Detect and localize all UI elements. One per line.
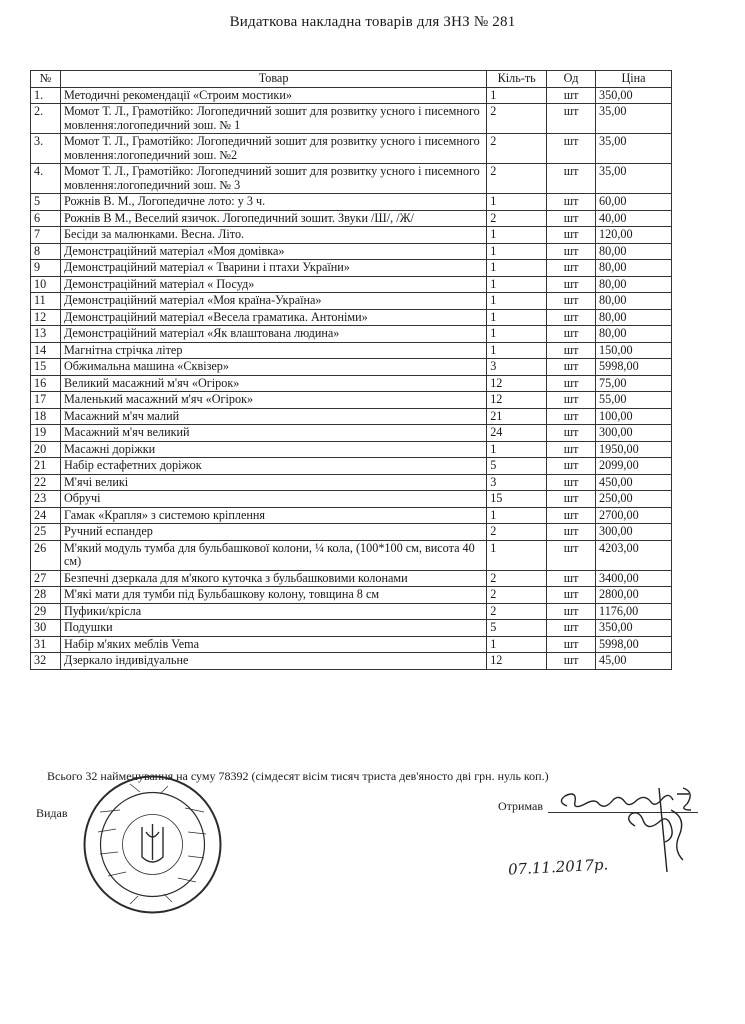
row-unit: шт (547, 524, 596, 541)
table-row (31, 243, 672, 260)
row-price: 35,00 (596, 164, 672, 194)
row-price: 1950,00 (596, 441, 672, 458)
row-unit: шт (547, 134, 596, 164)
row-item: Обжимальна машина «Сквізер» (60, 359, 486, 376)
row-item: Демонстраційний матеріал « Тварини і птахи України» (60, 260, 486, 277)
table-row (31, 164, 672, 194)
table-row (31, 375, 672, 392)
row-price: 80,00 (596, 243, 672, 260)
table-row (31, 134, 672, 164)
row-quantity: 3 (487, 474, 547, 491)
row-unit: шт (547, 342, 596, 359)
table-row (31, 540, 672, 570)
table-row (31, 620, 672, 637)
row-item: Демонстраційний матеріал «Моя домівка» (60, 243, 486, 260)
row-number: 7 (31, 227, 61, 244)
row-unit: шт (547, 227, 596, 244)
row-quantity: 2 (487, 587, 547, 604)
row-unit: шт (547, 309, 596, 326)
row-price: 450,00 (596, 474, 672, 491)
row-quantity: 12 (487, 653, 547, 670)
row-number: 10 (31, 276, 61, 293)
table-row (31, 636, 672, 653)
row-number: 15 (31, 359, 61, 376)
row-unit: шт (547, 359, 596, 376)
row-item: Пуфики/крісла (60, 603, 486, 620)
row-number: 12 (31, 309, 61, 326)
row-price: 80,00 (596, 293, 672, 310)
row-number: 14 (31, 342, 61, 359)
row-unit: шт (547, 210, 596, 227)
table-row (31, 441, 672, 458)
row-quantity: 1 (487, 507, 547, 524)
row-quantity: 1 (487, 326, 547, 343)
row-number: 2. (31, 104, 61, 134)
row-number: 29 (31, 603, 61, 620)
row-quantity: 1 (487, 276, 547, 293)
row-quantity: 12 (487, 375, 547, 392)
row-price: 80,00 (596, 276, 672, 293)
document-title: Видаткова накладна товарів для ЗНЗ № 281 (229, 14, 516, 30)
row-item: М'який модуль тумба для бульбашкової колони, ¼ кола, (100*100 см, висота 40 см) (60, 540, 486, 570)
table-row (31, 342, 672, 359)
row-item: Масажний м'яч великий (60, 425, 486, 442)
row-item: Безпечні дзеркала для м'якого куточка з бульбашковими колонами (60, 570, 486, 587)
row-unit: шт (547, 570, 596, 587)
table-row (31, 276, 672, 293)
row-number: 18 (31, 408, 61, 425)
row-unit: шт (547, 620, 596, 637)
row-quantity: 1 (487, 243, 547, 260)
row-item: Подушки (60, 620, 486, 637)
row-quantity: 5 (487, 620, 547, 637)
row-number: 26 (31, 540, 61, 570)
row-item: Великий масажний м'яч «Огірок» (60, 375, 486, 392)
table-row (31, 210, 672, 227)
row-number: 6 (31, 210, 61, 227)
row-quantity: 2 (487, 210, 547, 227)
row-quantity: 24 (487, 425, 547, 442)
table-row (31, 260, 672, 277)
row-item: Методичні рекомендації «Строим мостики» (60, 87, 486, 104)
row-price: 35,00 (596, 104, 672, 134)
row-number: 30 (31, 620, 61, 637)
row-number: 23 (31, 491, 61, 508)
row-item: Момот Т. Л., Грамотійко: Логопедчиний зошит для розвитку усного і писемного мовлення:логопедичний зош. № 3 (60, 164, 486, 194)
row-unit: шт (547, 474, 596, 491)
row-quantity: 12 (487, 392, 547, 409)
table-row (31, 524, 672, 541)
table-row (31, 194, 672, 211)
row-unit: шт (547, 636, 596, 653)
row-quantity: 2 (487, 134, 547, 164)
row-item: Набір м'яких меблів Vema (60, 636, 486, 653)
row-item: Магнітна стрічка літер (60, 342, 486, 359)
row-item: Маленький масажний м'яч «Огірок» (60, 392, 486, 409)
row-unit: шт (547, 603, 596, 620)
row-quantity: 2 (487, 164, 547, 194)
row-number: 20 (31, 441, 61, 458)
row-price: 300,00 (596, 425, 672, 442)
row-quantity: 1 (487, 309, 547, 326)
row-item: Масажні доріжки (60, 441, 486, 458)
table-row (31, 104, 672, 134)
row-unit: шт (547, 326, 596, 343)
table-row (31, 491, 672, 508)
table-row (31, 227, 672, 244)
row-price: 300,00 (596, 524, 672, 541)
table-row (31, 408, 672, 425)
row-unit: шт (547, 507, 596, 524)
table-row (31, 570, 672, 587)
row-quantity: 1 (487, 441, 547, 458)
row-quantity: 1 (487, 540, 547, 570)
row-item: Рожнів В М., Веселий язичок. Логопедичний зошит. Звуки /Ш/, /Ж/ (60, 210, 486, 227)
row-quantity: 2 (487, 104, 547, 134)
row-unit: шт (547, 540, 596, 570)
row-number: 27 (31, 570, 61, 587)
row-price: 45,00 (596, 653, 672, 670)
row-item: Момот Т. Л., Грамотійко: Логопедичний зошит для розвитку усного і писемного мовлення:логопедичний зош. №2 (60, 134, 486, 164)
row-unit: шт (547, 293, 596, 310)
row-quantity: 5 (487, 458, 547, 475)
row-price: 60,00 (596, 194, 672, 211)
row-unit: шт (547, 104, 596, 134)
row-item: Демонстраційний матеріал «Весела граматика. Антоніми» (60, 309, 486, 326)
row-unit: шт (547, 458, 596, 475)
row-price: 2700,00 (596, 507, 672, 524)
row-quantity: 15 (487, 491, 547, 508)
row-price: 55,00 (596, 392, 672, 409)
table-row (31, 458, 672, 475)
header-price: Ціна (596, 71, 672, 88)
row-number: 17 (31, 392, 61, 409)
received-by-label: Отримав (498, 799, 543, 813)
row-quantity: 1 (487, 87, 547, 104)
row-quantity: 1 (487, 293, 547, 310)
row-quantity: 1 (487, 260, 547, 277)
row-unit: шт (547, 392, 596, 409)
row-unit: шт (547, 408, 596, 425)
row-number: 21 (31, 458, 61, 475)
row-number: 8 (31, 243, 61, 260)
row-item: М'які мати для тумби під Бульбашкову колону, товщина 8 см (60, 587, 486, 604)
row-number: 3. (31, 134, 61, 164)
table-row (31, 603, 672, 620)
row-number: 11 (31, 293, 61, 310)
table-row (31, 293, 672, 310)
row-price: 150,00 (596, 342, 672, 359)
row-price: 350,00 (596, 620, 672, 637)
table-row (31, 474, 672, 491)
row-number: 5 (31, 194, 61, 211)
row-unit: шт (547, 87, 596, 104)
row-price: 80,00 (596, 260, 672, 277)
handwritten-date: 07.11.2017р. (507, 855, 609, 879)
invoice-summary: Всього 32 найменування на суму 78392 (сімдесят вісім тисяч триста дев'яносто дві грн. нуль коп.) (47, 769, 549, 783)
header-quantity: Кіль-ть (487, 71, 547, 88)
row-quantity: 2 (487, 603, 547, 620)
table-row (31, 392, 672, 409)
table-row (31, 87, 672, 104)
row-price: 250,00 (596, 491, 672, 508)
table-row (31, 653, 672, 670)
table-row (31, 507, 672, 524)
row-number: 22 (31, 474, 61, 491)
row-item: Обручі (60, 491, 486, 508)
row-price: 100,00 (596, 408, 672, 425)
row-quantity: 1 (487, 342, 547, 359)
row-number: 24 (31, 507, 61, 524)
row-number: 13 (31, 326, 61, 343)
row-unit: шт (547, 425, 596, 442)
row-unit: шт (547, 194, 596, 211)
row-unit: шт (547, 441, 596, 458)
table-row (31, 587, 672, 604)
row-price: 1176,00 (596, 603, 672, 620)
row-unit: шт (547, 164, 596, 194)
row-number: 28 (31, 587, 61, 604)
row-price: 5998,00 (596, 636, 672, 653)
header-unit: Од (547, 71, 596, 88)
row-price: 4203,00 (596, 540, 672, 570)
row-item: Набір естафетних доріжок (60, 458, 486, 475)
row-item: Масажний м'яч малий (60, 408, 486, 425)
row-number: 32 (31, 653, 61, 670)
row-price: 3400,00 (596, 570, 672, 587)
header-number: № (31, 71, 61, 88)
invoice-table (30, 70, 672, 670)
row-price: 2099,00 (596, 458, 672, 475)
table-row (31, 359, 672, 376)
header-item: Товар (60, 71, 486, 88)
row-unit: шт (547, 375, 596, 392)
row-number: 9 (31, 260, 61, 277)
row-price: 2800,00 (596, 587, 672, 604)
row-quantity: 1 (487, 194, 547, 211)
row-number: 25 (31, 524, 61, 541)
table-header-row (31, 71, 672, 88)
row-unit: шт (547, 653, 596, 670)
row-number: 16 (31, 375, 61, 392)
row-unit: шт (547, 243, 596, 260)
row-number: 4. (31, 164, 61, 194)
row-number: 1. (31, 87, 61, 104)
issued-by-label: Видав (36, 806, 68, 820)
row-price: 5998,00 (596, 359, 672, 376)
row-quantity: 2 (487, 524, 547, 541)
official-stamp (80, 772, 225, 917)
row-item: Рожнів В. М., Логопедичне лото: у 3 ч. (60, 194, 486, 211)
row-quantity: 3 (487, 359, 547, 376)
row-unit: шт (547, 276, 596, 293)
row-item: Момот Т. Л., Грамотійко: Логопедичний зошит для розвитку усного і писемного мовлення:логопедичний зош. № 1 (60, 104, 486, 134)
table-row (31, 309, 672, 326)
row-price: 350,00 (596, 87, 672, 104)
row-price: 35,00 (596, 134, 672, 164)
row-quantity: 21 (487, 408, 547, 425)
row-quantity: 1 (487, 636, 547, 653)
row-item: Бесіди за малюнками. Весна. Літо. (60, 227, 486, 244)
row-number: 19 (31, 425, 61, 442)
row-item: М'ячі великі (60, 474, 486, 491)
row-price: 80,00 (596, 326, 672, 343)
row-price: 120,00 (596, 227, 672, 244)
row-number: 31 (31, 636, 61, 653)
row-item: Ручний еспандер (60, 524, 486, 541)
row-unit: шт (547, 260, 596, 277)
row-price: 80,00 (596, 309, 672, 326)
row-item: Демонстраційний матеріал «Як влаштована людина» (60, 326, 486, 343)
row-price: 40,00 (596, 210, 672, 227)
row-quantity: 1 (487, 227, 547, 244)
table-row (31, 425, 672, 442)
row-unit: шт (547, 587, 596, 604)
row-unit: шт (547, 491, 596, 508)
row-price: 75,00 (596, 375, 672, 392)
row-item: Дзеркало індивідуальне (60, 653, 486, 670)
row-item: Демонстраційний матеріал « Посуд» (60, 276, 486, 293)
table-row (31, 326, 672, 343)
row-item: Гамак «Крапля» з системою кріплення (60, 507, 486, 524)
row-quantity: 2 (487, 570, 547, 587)
row-item: Демонстраційний матеріал «Моя країна-Україна» (60, 293, 486, 310)
